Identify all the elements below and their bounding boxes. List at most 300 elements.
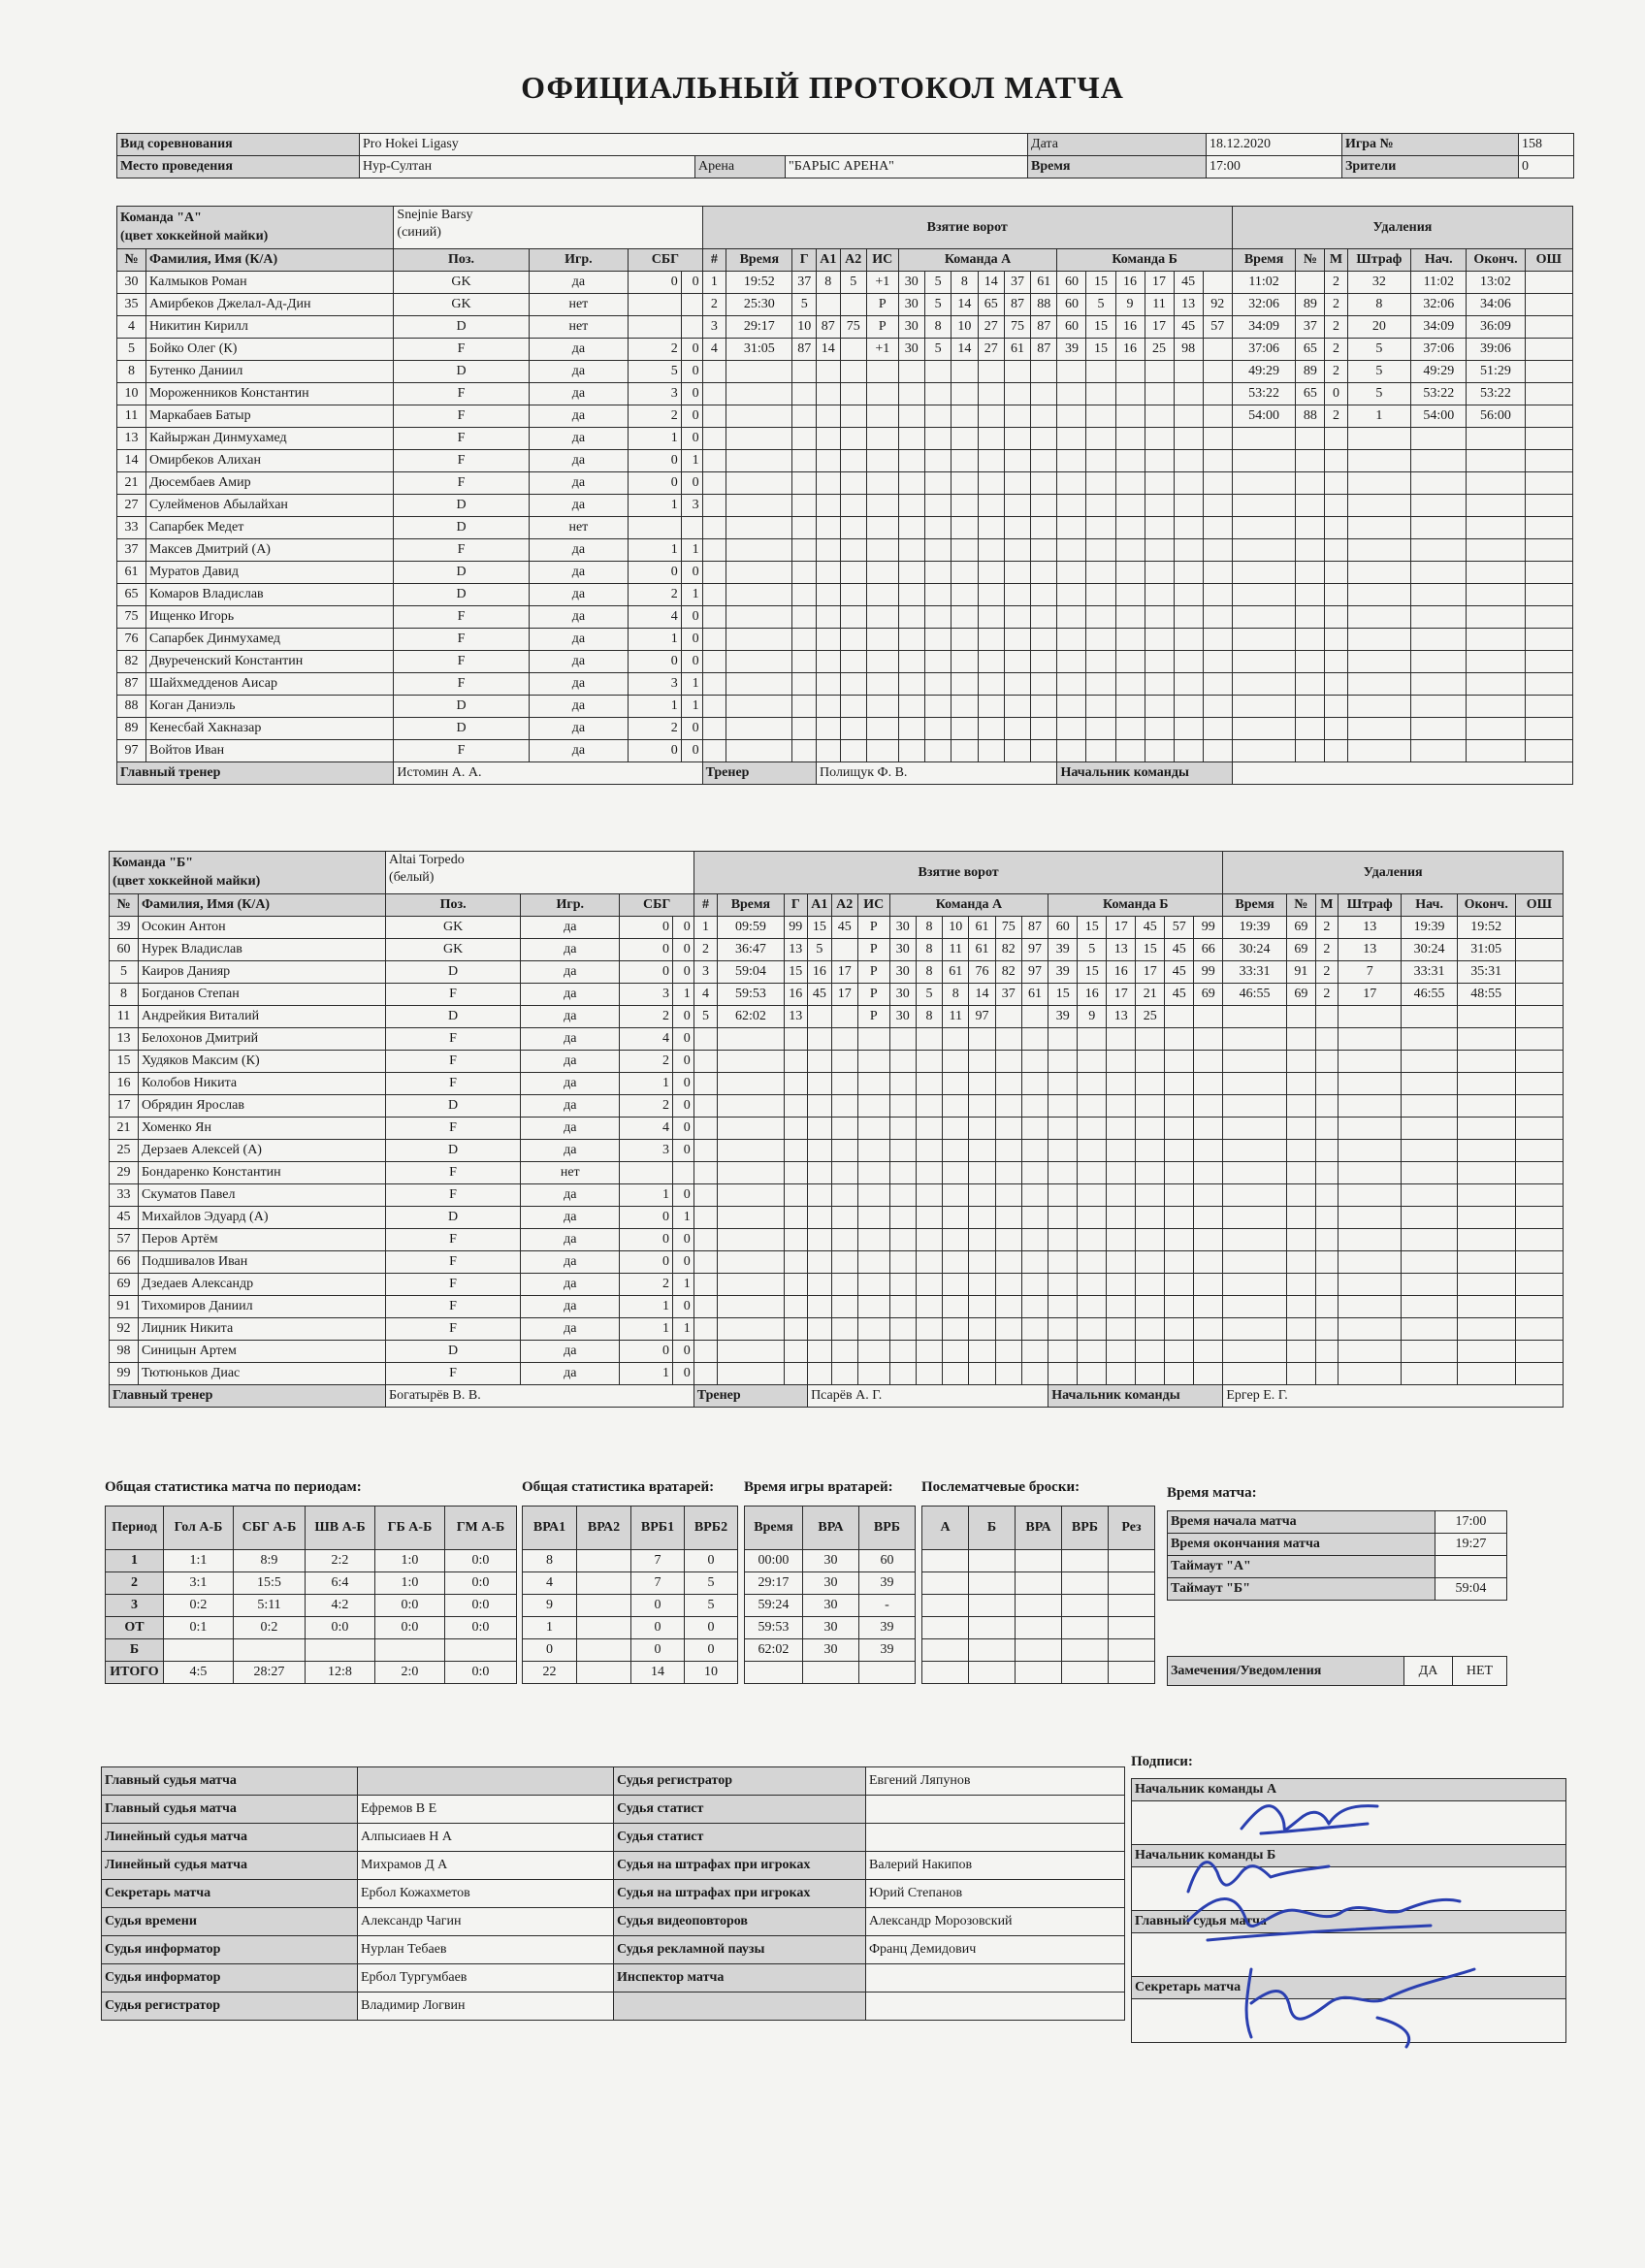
jersey-label-text: (цвет хоккейной майки) [120, 228, 269, 243]
grid-header: ВРБ2 [685, 1507, 738, 1550]
player-row [110, 984, 1564, 1006]
penalty-cell: 11:02 [1232, 272, 1296, 294]
player-name: Маркабаев Батыр [146, 405, 394, 428]
grid-cell [445, 1639, 517, 1662]
grid-header: ВРА1 [523, 1507, 577, 1550]
penalty-cell: 34:09 [1411, 316, 1467, 339]
goal-cell: 30 [889, 984, 916, 1006]
penalty-cell [1525, 272, 1572, 294]
player-num: 76 [117, 629, 146, 651]
player-played: нет [521, 1162, 620, 1184]
grid-cell: 15:5 [234, 1572, 306, 1595]
grid-cell [577, 1572, 631, 1595]
team-label-text: Команда "Б" [113, 856, 194, 871]
player-sbg1: 0 [629, 472, 682, 495]
player-pos: D [394, 495, 529, 517]
competition-value: Pro Hokei Ligasy [360, 134, 1028, 156]
player-row [110, 939, 1564, 961]
player-row [117, 584, 1573, 606]
player-name: Коган Даниэль [146, 696, 394, 718]
goal-cell: 13 [1107, 939, 1136, 961]
penalty-cell [1525, 339, 1572, 361]
official-name: Нурлан Тебаев [358, 1936, 614, 1964]
grid-row [922, 1550, 1155, 1572]
player-sbg2 [672, 1162, 693, 1184]
player-sbg1: 2 [629, 718, 682, 740]
grid-cell: 22 [523, 1662, 577, 1684]
goal-cell: 16 [1115, 272, 1145, 294]
player-pos: F [394, 673, 529, 696]
penalty-cell [1296, 272, 1325, 294]
player-played: да [521, 961, 620, 984]
player-name: Дзедаев Александр [139, 1274, 386, 1296]
goal-cell: Р [866, 316, 898, 339]
goal-cell: Р [857, 939, 889, 961]
player-row [117, 294, 1573, 316]
col-header-p-start: Нач. [1411, 249, 1467, 272]
grid-cell: 1:0 [375, 1550, 445, 1572]
penalty-cell: 31:05 [1457, 939, 1515, 961]
goal-cell: 45 [1136, 917, 1165, 939]
player-sbg2: 0 [672, 1251, 693, 1274]
goal-cell: 14 [978, 272, 1004, 294]
grid-header: ВРА2 [577, 1507, 631, 1550]
grid-cell [577, 1617, 631, 1639]
grid-cell [577, 1662, 631, 1684]
grid-row [922, 1639, 1155, 1662]
goal-cell: 30 [898, 294, 924, 316]
grid-cell: 12:8 [306, 1662, 375, 1684]
player-name: Колобов Никита [139, 1073, 386, 1095]
player-pos: D [386, 1207, 521, 1229]
player-pos: GK [386, 939, 521, 961]
goal-cell: 15 [1048, 984, 1078, 1006]
goal-cell: 5 [916, 984, 942, 1006]
grid-cell [745, 1662, 803, 1684]
col-header-p-start: Нач. [1402, 894, 1457, 917]
player-played: да [529, 383, 628, 405]
player-played: да [529, 405, 628, 428]
grid-row [745, 1595, 916, 1617]
player-pos: GK [394, 294, 529, 316]
penalty-cell: 30:24 [1402, 939, 1457, 961]
player-row [117, 472, 1573, 495]
team-a-table [116, 206, 1573, 785]
grid-row [922, 1662, 1155, 1684]
player-sbg1: 0 [620, 961, 673, 984]
player-name: Тютюньков Диас [139, 1363, 386, 1385]
player-name: Бондаренко Константин [139, 1162, 386, 1184]
player-num: 45 [110, 1207, 139, 1229]
player-row [117, 606, 1573, 629]
team-name-text: Snejnie Barsy [397, 208, 473, 222]
player-pos: D [386, 1341, 521, 1363]
player-num: 33 [117, 517, 146, 539]
goal-cell: 45 [1165, 961, 1194, 984]
goal-cell: 36:47 [718, 939, 784, 961]
player-sbg1: 0 [629, 651, 682, 673]
grid-cell [306, 1639, 375, 1662]
team-name-text: Altai Torpedo [389, 853, 465, 867]
official-name [866, 1824, 1125, 1852]
col-header-hash: # [702, 249, 726, 272]
penalty-cell: 49:29 [1232, 361, 1296, 383]
arena-label: Арена [695, 156, 786, 178]
grid-cell: ИТОГО [106, 1662, 164, 1684]
player-name: Шайхмедденов Аисар [146, 673, 394, 696]
col-header-name: Фамилия, Имя (К/А) [139, 894, 386, 917]
coach-value: Полищук Ф. В. [817, 762, 1057, 785]
goal-cell: 10 [943, 917, 969, 939]
penalty-cell: 53:22 [1232, 383, 1296, 405]
player-pos: GK [394, 272, 529, 294]
goal-cell: 9 [1078, 1006, 1107, 1028]
penalty-cell: 37:06 [1232, 339, 1296, 361]
penalty-cell: 69 [1286, 984, 1315, 1006]
goal-cell: 8 [916, 961, 942, 984]
player-row [117, 428, 1573, 450]
player-name: Скуматов Павел [139, 1184, 386, 1207]
penalty-cell: 19:52 [1457, 917, 1515, 939]
goal-cell: 45 [1165, 939, 1194, 961]
goal-cell [1021, 1006, 1048, 1028]
goal-cell: 87 [1004, 294, 1030, 316]
goal-cell: 45 [1174, 272, 1203, 294]
penalty-cell: 11:02 [1411, 272, 1467, 294]
goal-cell: 99 [1194, 961, 1223, 984]
player-sbg2: 0 [681, 740, 702, 762]
official-role: Судья статист [614, 1796, 866, 1824]
goal-cell: 13 [1107, 1006, 1136, 1028]
grid-header: СБГ А-Б [234, 1507, 306, 1550]
official-role: Судья рекламной паузы [614, 1936, 866, 1964]
player-pos: D [394, 361, 529, 383]
player-sbg1: 0 [620, 917, 673, 939]
goal-cell: 31:05 [726, 339, 792, 361]
player-row [110, 917, 1564, 939]
player-sbg1 [620, 1162, 673, 1184]
goal-cell: 30 [889, 961, 916, 984]
player-name: Дюсембаев Амир [146, 472, 394, 495]
goal-cell: 8 [952, 272, 978, 294]
grid-header: ВРБ [1062, 1507, 1109, 1550]
player-pos: F [386, 1051, 521, 1073]
place-value: Нур-Султан [360, 156, 695, 178]
penalty-cell: 13 [1339, 939, 1402, 961]
penalty-cell: 2 [1315, 961, 1338, 984]
penalty-cell [1525, 383, 1572, 405]
grid-header: ВРБ1 [631, 1507, 685, 1550]
official-name [866, 1796, 1125, 1824]
player-name: Калмыков Роман [146, 272, 394, 294]
goal-cell: 60 [1057, 294, 1086, 316]
goal-cell: Р [857, 917, 889, 939]
player-num: 69 [110, 1274, 139, 1296]
spectators-label: Зрители [1342, 156, 1519, 178]
grid-cell: 0 [523, 1639, 577, 1662]
grid-cell [577, 1639, 631, 1662]
player-name: Перов Артём [139, 1229, 386, 1251]
goal-cell: 87 [817, 316, 841, 339]
goal-cell: 82 [995, 939, 1021, 961]
jersey-label-text: (цвет хоккейной майки) [113, 873, 261, 889]
head-coach-value: Богатырёв В. В. [386, 1385, 694, 1408]
grid-row [523, 1662, 738, 1684]
player-sbg1: 1 [629, 629, 682, 651]
player-sbg1: 2 [620, 1274, 673, 1296]
player-played: да [521, 1140, 620, 1162]
team-color-text: (синий) [397, 225, 441, 241]
player-sbg1: 0 [629, 450, 682, 472]
official-row [102, 1824, 1125, 1852]
gk-time-title: Время игры вратарей: [744, 1479, 893, 1495]
player-sbg2: 1 [681, 539, 702, 562]
goal-cell: 39 [1048, 961, 1078, 984]
grid-cell: 0:0 [445, 1617, 517, 1639]
grid-cell: 2:0 [375, 1662, 445, 1684]
player-num: 5 [110, 961, 139, 984]
grid-cell: 59:53 [745, 1617, 803, 1639]
official-name: Ербол Тургумбаев [358, 1964, 614, 1993]
goal-cell: 16 [1078, 984, 1107, 1006]
match-time-value: 59:04 [1435, 1578, 1507, 1601]
penalty-cell: 34:09 [1232, 316, 1296, 339]
goal-cell: Р [857, 984, 889, 1006]
goal-cell: 17 [831, 984, 857, 1006]
penalty-cell: 2 [1325, 405, 1347, 428]
penalties-section-title: Удаления [1232, 207, 1572, 249]
player-sbg2: 1 [681, 696, 702, 718]
penalty-cell: 5 [1347, 383, 1411, 405]
player-row [110, 1006, 1564, 1028]
player-sbg2: 1 [681, 673, 702, 696]
player-num: 29 [110, 1162, 139, 1184]
player-num: 13 [117, 428, 146, 450]
goal-cell [995, 1006, 1021, 1028]
grid-cell [375, 1639, 445, 1662]
goals-section-title: Взятие ворот [693, 852, 1223, 894]
penalty-cell [1525, 405, 1572, 428]
col-header-team-a: Команда А [898, 249, 1057, 272]
penalty-cell: 69 [1286, 939, 1315, 961]
goal-cell: 16 [784, 984, 808, 1006]
grid-cell: 60 [859, 1550, 916, 1572]
grid-cell: 59:24 [745, 1595, 803, 1617]
grid-row [745, 1550, 916, 1572]
col-header-time: Время [718, 894, 784, 917]
col-header-no: № [117, 249, 146, 272]
goal-cell: 61 [1021, 984, 1048, 1006]
penalty-cell: 36:09 [1467, 316, 1525, 339]
goal-cell: 13 [1174, 294, 1203, 316]
spectators-value: 0 [1519, 156, 1574, 178]
player-sbg2 [681, 316, 702, 339]
player-row [110, 1296, 1564, 1318]
official-role: Судья на штрафах при игроках [614, 1852, 866, 1880]
player-sbg2: 0 [681, 718, 702, 740]
grid-cell: 8:9 [234, 1550, 306, 1572]
player-num: 13 [110, 1028, 139, 1051]
player-played: да [521, 1006, 620, 1028]
player-name: Сулейменов Абылайхан [146, 495, 394, 517]
official-name: Франц Демидович [866, 1936, 1125, 1964]
goal-cell: 2 [702, 294, 726, 316]
col-header-igr: Игр. [529, 249, 628, 272]
penalty-cell: 35:31 [1457, 961, 1515, 984]
goal-cell: 87 [1031, 339, 1057, 361]
grid-header: Период [106, 1507, 164, 1550]
goal-cell: Р [857, 961, 889, 984]
col-header-team-a: Команда А [889, 894, 1048, 917]
player-pos: D [386, 1140, 521, 1162]
match-time-title: Время матча: [1167, 1485, 1257, 1501]
player-name: Омирбеков Алихан [146, 450, 394, 472]
player-played: да [521, 984, 620, 1006]
grid-header-row [922, 1507, 1155, 1550]
player-name: Нурек Владислав [139, 939, 386, 961]
player-sbg1: 1 [629, 428, 682, 450]
official-name: Ефремов В Е [358, 1796, 614, 1824]
player-sbg1: 0 [620, 939, 673, 961]
grid-cell: 9 [523, 1595, 577, 1617]
col-header-p-m: М [1325, 249, 1347, 272]
grid-cell: 0 [631, 1595, 685, 1617]
penalty-cell: 1 [1347, 405, 1411, 428]
grid-cell: 10 [685, 1662, 738, 1684]
goal-cell: 57 [1203, 316, 1232, 339]
player-sbg2: 1 [681, 584, 702, 606]
grid-header: А [922, 1507, 969, 1550]
grid-row [523, 1572, 738, 1595]
player-sbg1: 3 [620, 1140, 673, 1162]
player-sbg1: 1 [620, 1296, 673, 1318]
player-sbg2: 0 [681, 629, 702, 651]
player-name: Двуреченский Константин [146, 651, 394, 673]
goal-cell: 62:02 [718, 1006, 784, 1028]
col-header-is: ИС [857, 894, 889, 917]
player-num: 98 [110, 1341, 139, 1363]
player-pos: F [394, 405, 529, 428]
player-row [110, 1274, 1564, 1296]
penalty-cell [1525, 361, 1572, 383]
player-row [110, 1051, 1564, 1073]
player-played: да [529, 740, 628, 762]
goal-cell [1194, 1006, 1223, 1028]
coach-value: Псарёв А. Г. [808, 1385, 1048, 1408]
goal-cell: 37 [1004, 272, 1030, 294]
player-row [110, 1028, 1564, 1051]
grid-cell: 2:2 [306, 1550, 375, 1572]
penalty-cell: 13:02 [1467, 272, 1525, 294]
goal-cell [831, 1006, 857, 1028]
match-time-label: Таймаут "Б" [1168, 1578, 1435, 1601]
col-header-g: Г [792, 249, 817, 272]
player-pos: F [386, 1229, 521, 1251]
goal-cell: 39 [1048, 1006, 1078, 1028]
place-label: Место проведения [117, 156, 360, 178]
player-row [117, 383, 1573, 405]
col-header-team-b: Команда Б [1048, 894, 1223, 917]
goal-cell: 11 [943, 939, 969, 961]
penalty-cell [1515, 917, 1563, 939]
player-name: Богданов Степан [139, 984, 386, 1006]
player-sbg2: 0 [681, 361, 702, 383]
player-pos: F [386, 1118, 521, 1140]
signature-head-referee [1178, 1882, 1469, 1960]
penalty-cell: 54:00 [1411, 405, 1467, 428]
grid-row [523, 1550, 738, 1572]
goals-section-title: Взятие ворот [702, 207, 1232, 249]
player-sbg1: 1 [620, 1318, 673, 1341]
player-played: да [521, 1118, 620, 1140]
official-role: Секретарь матча [102, 1880, 358, 1908]
player-name: Каиров Данияр [139, 961, 386, 984]
player-num: 82 [117, 651, 146, 673]
official-name [358, 1767, 614, 1796]
player-sbg2: 0 [681, 651, 702, 673]
player-sbg1: 1 [620, 1363, 673, 1385]
player-sbg2: 0 [681, 428, 702, 450]
grid-cell: 0 [631, 1617, 685, 1639]
player-pos: F [394, 383, 529, 405]
official-name: Юрий Степанов [866, 1880, 1125, 1908]
player-sbg2: 0 [681, 383, 702, 405]
player-name: Бутенко Даниил [146, 361, 394, 383]
grid-cell: 4 [523, 1572, 577, 1595]
player-sbg1: 1 [629, 696, 682, 718]
official-role: Судья регистратор [102, 1993, 358, 2021]
col-header-p-osh: ОШ [1515, 894, 1563, 917]
goal-cell: 16 [1115, 316, 1145, 339]
grid-row [922, 1595, 1155, 1617]
match-time-row [1168, 1534, 1507, 1556]
penalty-cell: 19:39 [1402, 917, 1457, 939]
grid-row [523, 1639, 738, 1662]
player-sbg2: 0 [681, 472, 702, 495]
official-role: Линейный судья матча [102, 1852, 358, 1880]
goal-cell: 75 [995, 917, 1021, 939]
player-pos: D [394, 562, 529, 584]
goal-cell: 15 [1086, 316, 1115, 339]
goal-cell: 16 [1107, 961, 1136, 984]
goal-cell: 1 [702, 272, 726, 294]
goal-cell: 11 [1145, 294, 1174, 316]
goal-cell: 8 [916, 1006, 942, 1028]
goal-cell: 97 [1021, 961, 1048, 984]
goal-cell: 39 [1057, 339, 1086, 361]
penalty-cell: 51:29 [1467, 361, 1525, 383]
player-pos: D [386, 1006, 521, 1028]
penalty-cell: 2 [1315, 939, 1338, 961]
player-num: 4 [117, 316, 146, 339]
player-sbg1: 4 [620, 1028, 673, 1051]
player-sbg2: 0 [672, 1006, 693, 1028]
player-name: Никитин Кирилл [146, 316, 394, 339]
official-name: Валерий Накипов [866, 1852, 1125, 1880]
page-title: ОФИЦИАЛЬНЫЙ ПРОТОКОЛ МАТЧА [521, 70, 1124, 105]
official-name: Алпысиаев Н А [358, 1824, 614, 1852]
official-name: Ербол Кожахметов [358, 1880, 614, 1908]
goal-cell: 17 [1136, 961, 1165, 984]
grid-cell: 3 [106, 1595, 164, 1617]
player-pos: F [394, 450, 529, 472]
player-num: 8 [110, 984, 139, 1006]
goal-cell: 15 [1086, 339, 1115, 361]
penalty-cell: 17 [1339, 984, 1402, 1006]
player-pos: F [394, 539, 529, 562]
goal-cell [808, 1006, 832, 1028]
goal-cell: 97 [969, 1006, 995, 1028]
